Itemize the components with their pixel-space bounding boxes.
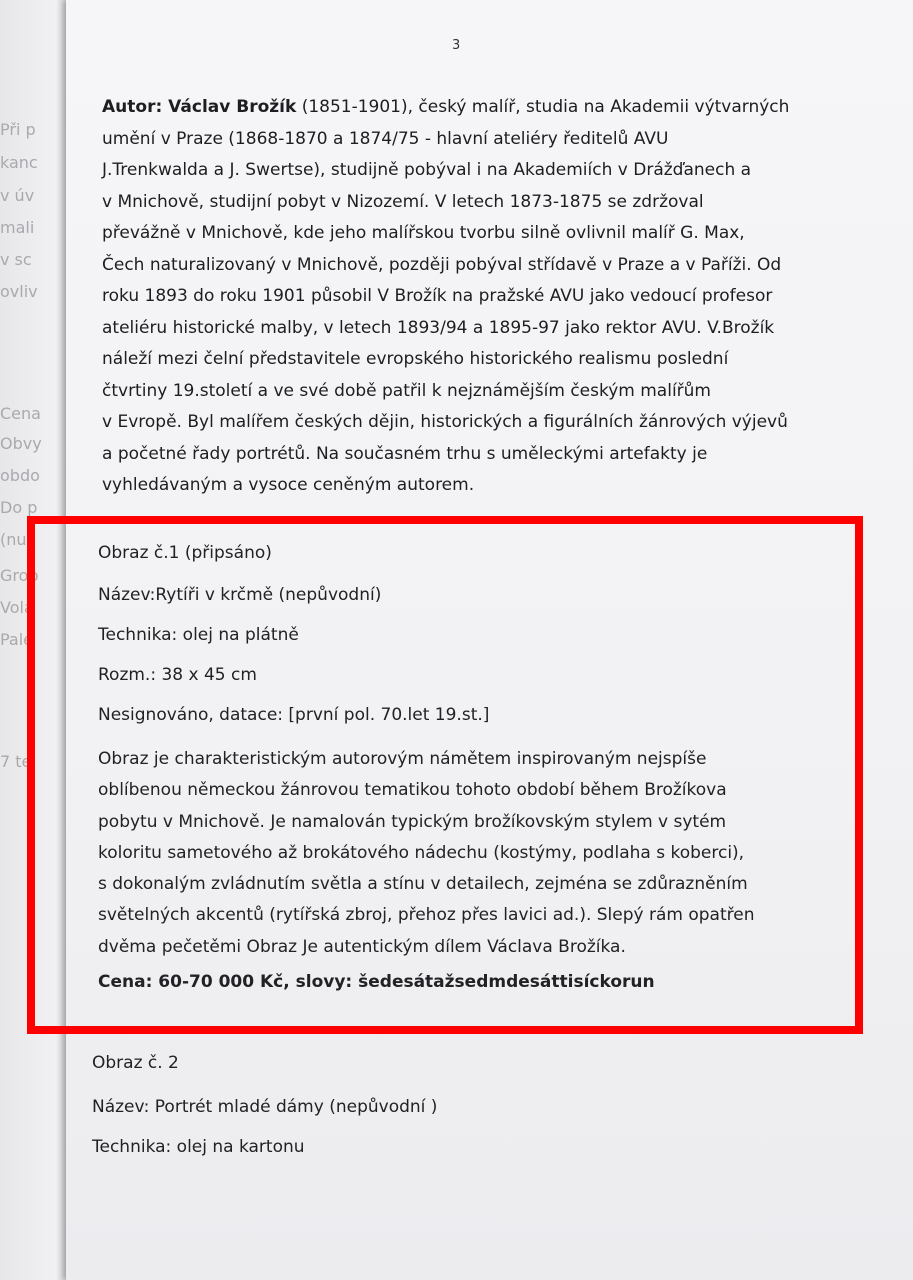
underlying-fragment: 7 te — [0, 752, 32, 771]
underlying-fragment: Vola — [0, 598, 34, 617]
artwork-1-heading: Obraz č.1 (připsáno) — [98, 543, 272, 563]
bio-line: ateliéru historické malby, v letech 1893/94 a 1895-97 jako rektor AVU. V.Brožík — [102, 317, 775, 338]
bio-line — [102, 92, 822, 124]
bio-line: roku 1893 do roku 1901 působil V Brožík na pražské AVU jako vedoucí profesor — [102, 286, 773, 306]
bio-line: a početné řady portrétů. Na současném trhu s uměleckými artefakty je — [102, 443, 708, 464]
artwork-1-price: Cena: 60-70 000 Kč, slovy: šedesátažsedmdesáttisíckorun — [98, 972, 655, 992]
bio-line: čtvrtiny 19.století a ve své době patřil k nejznámějším českým malířům — [102, 380, 711, 401]
underlying-fragment: Grob — [0, 566, 39, 585]
artwork-2-technique: Technika: olej na kartonu — [92, 1137, 305, 1157]
bio-line-text: (1851-1901), český malíř, studia na Akademii výtvarných — [296, 97, 790, 117]
description-line: koloritu sametového až brokátového nádechu (kostýmy, podlaha s koberci), — [98, 842, 745, 863]
description-line: dvěma pečetěmi Obraz Je autentickým dílem Václava Brožíka. — [98, 936, 626, 957]
bio-line: v Evropě. Byl malířem českých dějin, historických a figurálních žánrových výjevů — [102, 412, 788, 432]
underlying-fragment: ovliv — [0, 282, 38, 301]
author-biography — [102, 92, 822, 502]
underlying-fragment: Obvy — [0, 434, 42, 453]
page-number: 3 — [452, 38, 461, 53]
description-line: Obraz je charakteristickým autorovým námětem inspirovaným nejspíše — [98, 749, 707, 769]
artwork-1-dating: Nesignováno, datace: [první pol. 70.let 19.st.] — [98, 705, 490, 725]
underlying-fragment: Do p — [0, 498, 38, 517]
underlying-fragment: (nu, — [0, 530, 32, 549]
description-line: pobytu v Mnichově. Je namalován typickým brožíkovským stylem v sytém — [98, 811, 727, 832]
artwork-2-title: Název: Portrét mladé dámy (nepůvodní ) — [92, 1097, 438, 1117]
author-label: Autor: Václav Brožík — [102, 97, 297, 117]
artwork-1-technique: Technika: olej na plátně — [98, 625, 299, 645]
underlying-fragment: kanc — [0, 153, 38, 172]
bio-line: umění v Praze (1868-1870 a 1874/75 - hlavní ateliéry ředitelů AVU — [102, 128, 669, 149]
underlying-fragment: obdo — [0, 466, 40, 485]
description-line: světelných akcentů (rytířská zbroj, přehoz přes lavici ad.). Slepý rám opatřen — [98, 905, 755, 926]
artwork-1-size: Rozm.: 38 x 45 cm — [98, 665, 257, 685]
underlying-fragment: mali — [0, 218, 35, 237]
underlying-fragment: v úv — [0, 186, 35, 205]
bio-line: náleží mezi čelní představitele evropského historického realismu poslední — [102, 349, 729, 369]
underlying-fragment: v sc — [0, 250, 32, 269]
artwork-2-heading: Obraz č. 2 — [92, 1053, 179, 1073]
bio-line: převážně v Mnichově, kde jeho malířskou tvorbu silně ovlivnil malíř G. Max, — [102, 223, 745, 243]
bio-line: Čech naturalizovaný v Mnichově, později pobýval střídavě v Praze a v Paříži. Od — [102, 254, 782, 275]
bio-line: v Mnichově, studijní pobyt v Nizozemí. V letech 1873-1875 se zdržoval — [102, 191, 704, 212]
bio-line: vyhledávaným a vysoce ceněným autorem. — [102, 475, 475, 495]
bio-line: J.Trenkwalda a J. Swertse), studijně pobýval i na Akademiích v Drážďanech a — [102, 160, 752, 180]
description-line: oblíbenou německou žánrovou tematikou tohoto období během Brožíkova — [98, 780, 727, 801]
underlying-fragment: Cena — [0, 404, 41, 423]
artwork-1-description — [98, 744, 808, 963]
description-line: s dokonalým zvládnutím světla a stínu v detailech, zejména se zdůrazněním — [98, 874, 748, 895]
underlying-fragment: Pale — [0, 630, 34, 649]
artwork-1-title: Název:Rytíři v krčmě (nepůvodní) — [98, 585, 382, 605]
underlying-fragment: Při p — [0, 120, 36, 139]
